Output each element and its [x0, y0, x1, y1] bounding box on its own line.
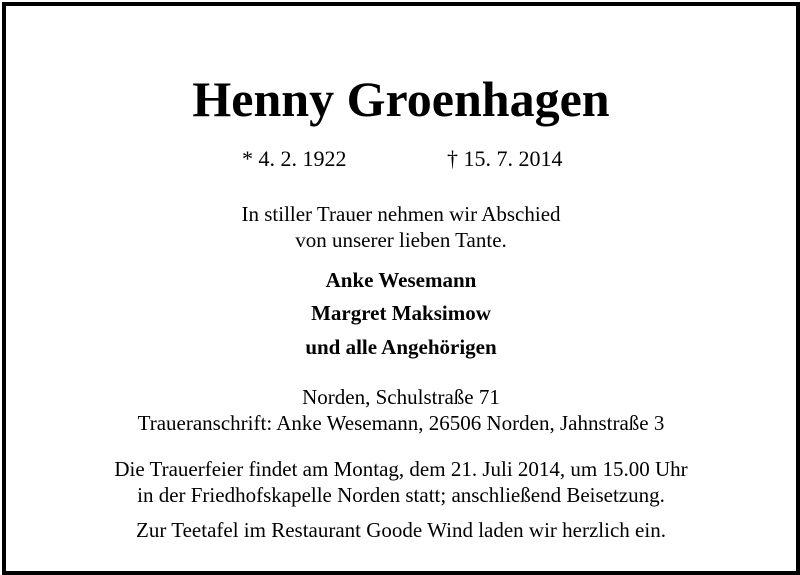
signer-relatives: und alle Angehörigen [305, 335, 497, 359]
deceased-name: Henny Groenhagen [192, 71, 610, 127]
mourning-line-2: von unserer lieben Tante. [295, 228, 507, 252]
life-dates [6, 146, 796, 172]
death-date: † 15. 7. 2014 [447, 146, 563, 171]
address-line-2: Traueranschrift: Anke Wesemann, 26506 Norden, Jahnstraße 3 [137, 411, 665, 435]
mourning-line-1: In stiller Trauer nehmen wir Abschied [241, 202, 561, 226]
service-line-2: in der Friedhofskapelle Norden statt; anschließend Beisetzung. [137, 483, 665, 507]
tea-invitation: Zur Teetafel im Restaurant Goode Wind laden wir herzlich ein. [136, 518, 666, 542]
service-line-1: Die Trauerfeier findet am Montag, dem 21. Juli 2014, um 15.00 Uhr [114, 457, 688, 481]
signer-anke: Anke Wesemann [325, 268, 477, 292]
obituary-notice [2, 2, 800, 575]
signer-margret: Margret Maksimow [311, 301, 491, 325]
birth-date: * 4. 2. 1922 [242, 146, 347, 171]
address-line-1: Norden, Schulstraße 71 [302, 385, 500, 409]
